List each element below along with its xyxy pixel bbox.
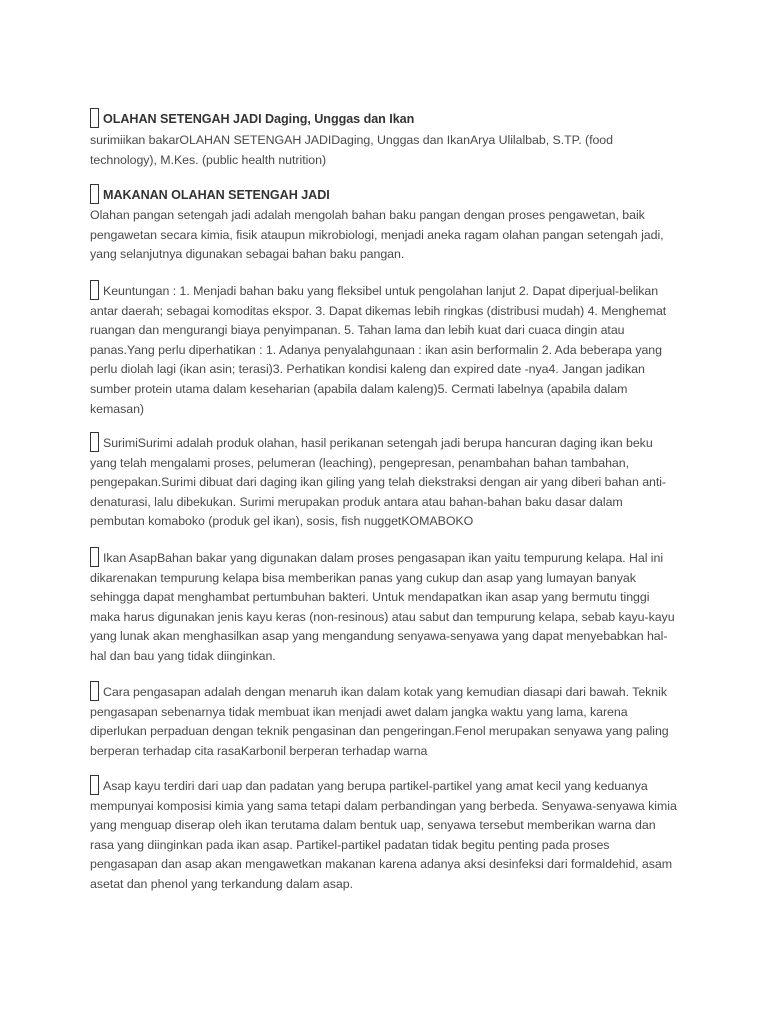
paragraph bbox=[90, 547, 680, 667]
missing-glyph-icon bbox=[90, 547, 99, 567]
missing-glyph-icon bbox=[90, 775, 99, 795]
section-heading bbox=[90, 184, 680, 206]
missing-glyph-icon bbox=[90, 108, 99, 128]
paragraph-text: SurimiSurimi adalah produk olahan, hasil perikanan setengah jadi berupa hancuran daging ikan beku yang telah mengalami proses, pelumeran (leaching), pengepresan, penambahan bahan tambahan, pengepakan.Surimi dibuat dari daging ikan giling yang telah diekstraksi dengan air yang diberi bahan anti-denaturasi, lalu dibekukan. Surimi merupakan produk antara atau bahan-bahan baku dasar dalam pembutan komaboko (produk gel ikan), sosis, fish nuggetKOMABOKO bbox=[90, 436, 667, 529]
section-heading bbox=[90, 108, 680, 130]
section-heading-text: MAKANAN OLAHAN SETENGAH JADI bbox=[103, 188, 330, 202]
missing-glyph-icon bbox=[90, 432, 99, 452]
section-body: Olahan pangan setengah jadi adalah mengolah bahan baku pangan dengan proses pengawetan, baik pengawetan secara kimia, fisik ataupun mikrobiologi, menjadi aneka ragam olahan pangan setengah jadi, yang selanjutnya digunakan sebagai bahan baku pangan. bbox=[90, 208, 664, 262]
paragraph bbox=[90, 775, 680, 895]
missing-glyph-icon bbox=[90, 280, 99, 300]
section-heading-text: OLAHAN SETENGAH JADI Daging, Unggas dan Ikan bbox=[103, 112, 415, 126]
paragraph bbox=[90, 280, 680, 419]
missing-glyph-icon bbox=[90, 184, 99, 204]
paragraph bbox=[90, 681, 680, 761]
paragraph-text: Keuntungan : 1. Menjadi bahan baku yang fleksibel untuk pengolahan lanjut 2. Dapat diperjual-belikan antar daerah; sebagai komoditas ekspor. 3. Dapat dikemas lebih ringkas (distribusi mudah) 4. Menghemat ruangan dan mengurangi biaya penyimpanan. 5. Tahan lama dan lebih kuat dari cuaca dingin atau panas.Yang perlu diperhatikan : 1. Adanya penyalahgunaan : ikan asin berformalin 2. Ada beberapa yang perlu diolah lagi (ikan asin; terasi)3. Perhatikan kondisi kaleng dan expired date -nya4. Jangan jadikan sumber protein utama dalam keseharian (apabila dalam kaleng)5. Cermati labelnya (apabila dalam kemasan) bbox=[90, 284, 667, 416]
paragraph-text: Cara pengasapan adalah dengan menaruh ikan dalam kotak yang kemudian diasapi dari bawah. Teknik pengasapan sebenarnya tidak membuat ikan menjadi awet dalam jangka waktu yang lama, karena diperlukan perpaduan dengan teknik pengasinan dan pengeringan.Fenol merupakan senyawa yang paling berperan terhadap cita rasaKarbonil berperan terhadap warna bbox=[90, 685, 669, 758]
paragraph bbox=[90, 432, 680, 532]
section-body: surimiikan bakarOLAHAN SETENGAH JADIDaging, Unggas dan IkanArya Ulilalbab, S.TP. (food technology), M.Kes. (public health nutrition) bbox=[90, 133, 613, 167]
paragraph-text: Ikan AsapBahan bakar yang digunakan dalam proses pengasapan ikan yaitu tempurung kelapa. Hal ini dikarenakan tempurung kelapa bisa memberikan panas yang cukup dan asap yang lumayan banyak sehingga dapat menghambat pertumbuhan bakteri. Untuk mendapatkan ikan asap yang bermutu tinggi maka harus digunakan jenis kayu keras (non-resinous) atau sabut dan tempurung kelapa, sebab kayu-kayu yang lunak akan menghasilkan asap yang mengandung senyawa-senyawa yang dapat menyebabkan hal-hal dan bau yang tidak diinginkan. bbox=[90, 551, 675, 663]
paragraph-text: Asap kayu terdiri dari uap dan padatan yang berupa partikel-partikel yang amat kecil yang keduanya mempunyai komposisi kimia yang sama tetapi dalam perbandingan yang berbeda. Senyawa-senyawa kimia yang menguap diserap oleh ikan terutama dalam bentuk uap, senyawa tersebut memberikan warna dan rasa yang diinginkan pada ikan asap. Partikel-partikel padatan tidak begitu penting pada proses pengasapan dan asap akan mengawetkan makanan karena adanya aksi desinfeksi dari formaldehid, asam asetat dan phenol yang terkandung dalam asap. bbox=[90, 779, 677, 891]
missing-glyph-icon bbox=[90, 681, 99, 701]
